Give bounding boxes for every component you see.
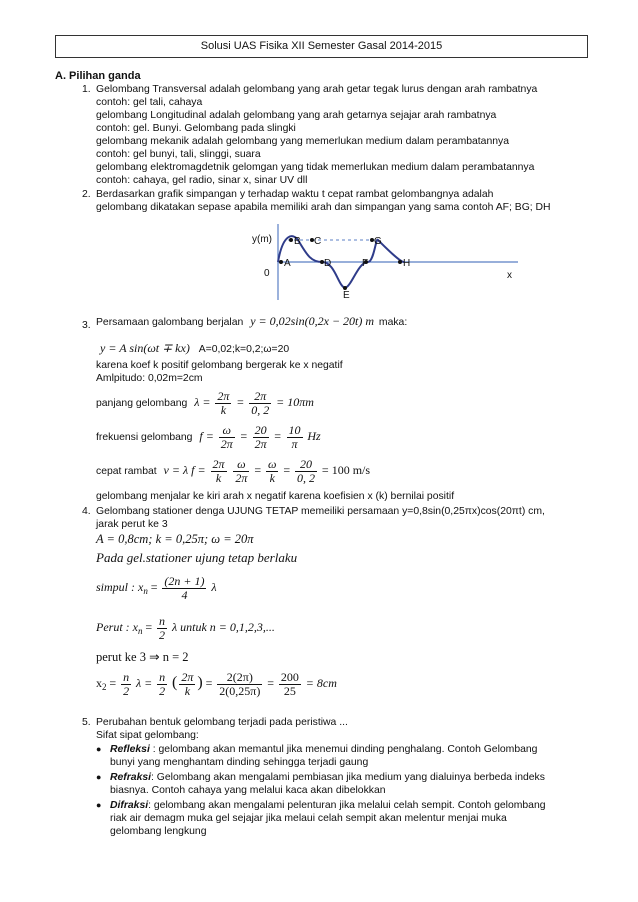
q5-line: gelombang lengkung (110, 826, 207, 837)
q1-line: gelombang elektromagdetnik gelomgan yang tidak memerlukan medium dalam perambatannya (96, 162, 535, 173)
q1-line: Gelombang Transversal adalah gelombang yang arah getar tegak lurus dengan arah rambatnya (96, 84, 538, 95)
q3-line: y = A sin(ωt ∓ kx) A=0,02;k=0,2;ω=20 (100, 341, 290, 355)
q3-line: gelombang menjalar ke kiri arah x negatif karena koefisien x (k) bernilai positif (96, 491, 455, 502)
x-label: x (507, 270, 512, 281)
point-label: B (294, 236, 301, 247)
q1-line: contoh: gel bunyi, tali, slinggi, suara (96, 149, 261, 160)
bullet-icon: ● (96, 800, 102, 810)
q1-line: contoh: gel tali, cahaya (96, 97, 203, 108)
bullet-icon: ● (96, 772, 102, 782)
point-label: E (343, 290, 350, 300)
q5-line: Perubahan bentuk gelombang terjadi pada peristiwa ... (96, 717, 348, 728)
point-label: H (403, 258, 411, 269)
q3-frequency: frekuensi gelombang f = $\frac{\omega}{2\pi}$ = $\frac{20}{2\pi}$ = $\frac{10}{\pi}$ Hz (96, 422, 321, 451)
q3-speed: cepat rambat v = λ f = $\frac{2\pi}{k}$ $\frac{\omega}{2\pi}$ = $\frac{\omega}{k}$ = $\frac{20}{0, 2}$ = 100 m/s (96, 456, 371, 485)
q1-line: contoh: gel. Bunyi. Gelombang pada slingki (96, 123, 296, 134)
q4-given: A = 0,8cm; k = 0,25π; ω = 20π (96, 532, 254, 546)
q5-refraksi: Refraksi: Gelombang akan mengalami pembiasan jika medium yang dialuinya berbeda indeks (110, 772, 545, 783)
point-label: D (324, 258, 332, 269)
bullet-icon: ● (96, 744, 102, 754)
origin-label: 0 (264, 268, 270, 279)
q5-line: biasnya. Contoh cahaya yang melalui kaca akan dibelokkan (110, 785, 386, 796)
wave-graph (250, 218, 520, 300)
q4-statement: Pada gel.stationer ujung tetap berlaku (96, 550, 298, 565)
equation: y = 0,02sin(0,2x − 20t) m (250, 314, 375, 328)
section-title: A. Pilihan ganda (55, 70, 141, 82)
q5-refleksi: Refleksi : gelombang akan memantul jika menemui dinding penghalang. Contoh Gelombang (110, 744, 538, 755)
q2-line: Berdasarkan grafik simpangan y terhadap waktu t cepat rambat gelombangnya adalah (96, 189, 494, 200)
q3-line: karena koef k positif gelombang bergerak ke x negatif (96, 360, 343, 371)
q5-line: Sifat sipat gelombang: (96, 730, 199, 741)
point-label: F (362, 258, 369, 269)
q3-line: Persamaan galombang berjalan y = 0,02sin(0,2x − 20t) m maka: (96, 314, 408, 328)
q3-line: Amlpitudo: 0,02m=2cm (96, 373, 203, 384)
q4-line: Gelombang stationer denga UJUNG TETAP memeiliki persamaan y=0,8sin(0,25πx)cos(20πt) cm, (96, 506, 545, 517)
q4-result: $x_2$ = $\frac{n}{2}$ λ = $\frac{n}{2}$ ( $\frac{2\pi}{k}$ ) = $\frac{2(2\pi)}{2(0,25\pi)}$ = $\frac{200}{25}$ = 8cm (96, 669, 337, 698)
q4-line: jarak perut ke 3 (96, 519, 168, 530)
point-b (289, 238, 293, 242)
point-label: C (314, 236, 322, 247)
q2-line: gelombang dikatakan sepase apabila memiliki arah dan simpangan yang sama contoh AF; BG; DH (96, 202, 551, 213)
q5-number: 5. (82, 717, 91, 728)
page-header: Solusi UAS Fisika XII Semester Gasal 2014-2015 (55, 35, 588, 58)
q1-line: gelombang mekanik adalah gelombang yang memerlukan medium dalam perambatannya (96, 136, 509, 147)
point-a (279, 260, 283, 264)
q3-wavelength: panjang gelombang λ = $\frac{2\pi}{k}$ = $\frac{2\pi}{0, 2}$ = 10πm (96, 388, 314, 417)
q3-number: 3. (82, 320, 91, 331)
equation: y = A sin(ωt ∓ kx) (100, 341, 190, 355)
q4-perut-ke-3: perut ke 3 ⇒ n = 2 (96, 650, 189, 664)
q4-number: 4. (82, 506, 91, 517)
point-h (398, 260, 402, 264)
y-label: y(m) (252, 234, 272, 245)
q2-number: 2. (82, 189, 91, 200)
q1-line: gelombang Longitudinal adalah gelombang yang arah getarnya sejajar arah rambatnya (96, 110, 497, 121)
q1-line: contoh: cahaya, gel radio, sinar x, sinar UV dll (96, 175, 308, 186)
q5-difraksi: Difraksi: gelombang akan mengalami pelenturan jika melalui celah sempit. Contoh gelombang (110, 800, 546, 811)
q5-line: bunyi yang menghantam dinding sehingga terjadi gaung (110, 757, 369, 768)
q4-simpul: simpul : $x_n$ = $\frac{(2n + 1)}{4}$ λ (96, 573, 217, 602)
point-label: A (284, 258, 291, 269)
q4-perut: Perut : $x_n$ = $\frac{n}{2}$ λ untuk n = 0,1,2,3,... (96, 613, 275, 642)
q5-line: riak air demagm muka gel sejajar jika melaui celah sempit akan melentur menjai muka (110, 813, 507, 824)
q1-number: 1. (82, 84, 91, 95)
point-label: G (374, 236, 382, 247)
